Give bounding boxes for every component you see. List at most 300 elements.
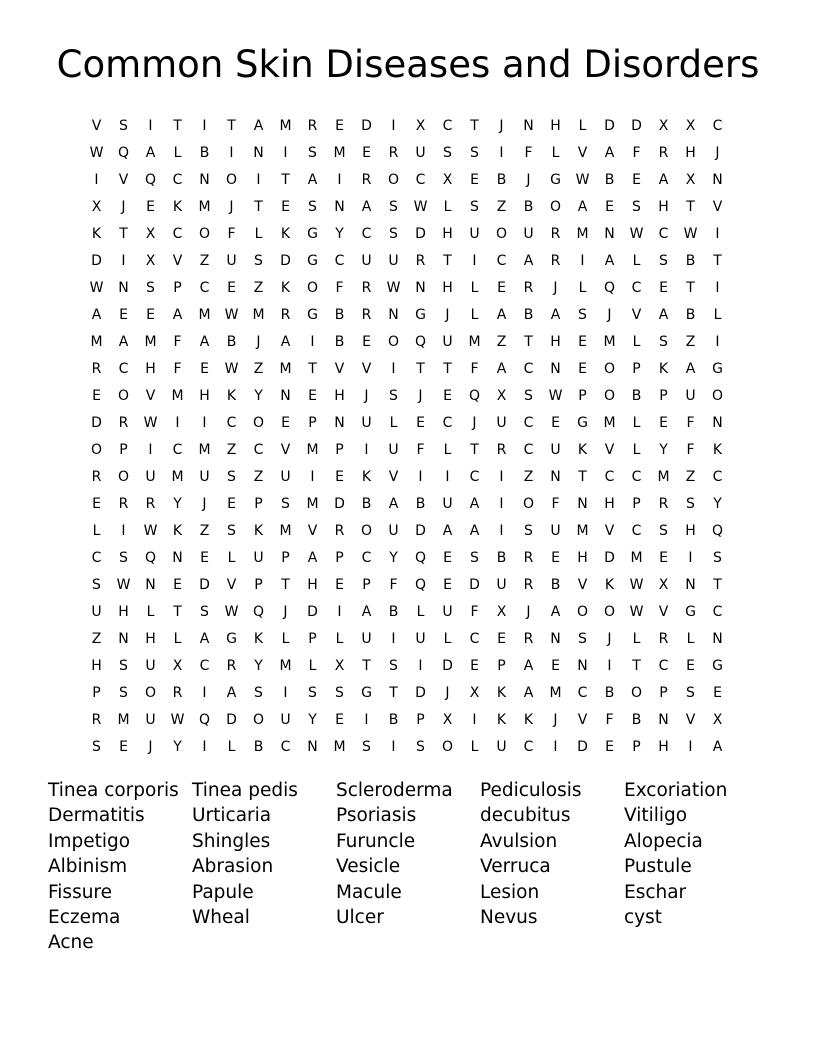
grid-letter[interactable]: N <box>172 550 183 566</box>
grid-letter[interactable]: R <box>361 280 372 296</box>
grid-letter[interactable]: W <box>116 577 131 593</box>
grid-letter[interactable]: X <box>91 199 102 215</box>
grid-letter[interactable]: L <box>281 631 290 647</box>
grid-letter[interactable]: H <box>145 631 156 647</box>
grid-letter[interactable]: H <box>307 577 318 593</box>
grid-letter[interactable]: T <box>578 469 587 485</box>
grid-letter[interactable]: D <box>415 523 426 539</box>
grid-letter[interactable]: V <box>118 172 129 188</box>
grid-letter[interactable]: S <box>254 685 263 701</box>
grid-letter[interactable]: X <box>496 388 507 404</box>
grid-letter[interactable]: O <box>306 280 319 296</box>
grid-letter[interactable]: M <box>549 685 562 701</box>
grid-letter[interactable]: X <box>172 658 183 674</box>
grid-letter[interactable]: B <box>361 496 372 512</box>
grid-letter[interactable]: T <box>389 685 398 701</box>
grid-letter[interactable]: A <box>496 307 507 323</box>
grid-letter[interactable]: B <box>388 604 399 620</box>
grid-letter[interactable]: C <box>469 469 480 485</box>
grid-letter[interactable]: Q <box>198 712 211 728</box>
grid-letter[interactable]: C <box>469 631 480 647</box>
grid-letter[interactable]: C <box>604 469 615 485</box>
grid-letter[interactable]: T <box>443 361 452 377</box>
grid-letter[interactable]: O <box>603 361 616 377</box>
grid-letter[interactable]: P <box>308 631 317 647</box>
grid-letter[interactable]: M <box>252 307 265 323</box>
grid-letter[interactable]: K <box>604 577 615 593</box>
grid-letter[interactable]: G <box>307 226 318 242</box>
grid-letter[interactable]: O <box>198 226 211 242</box>
grid-letter[interactable]: O <box>117 388 130 404</box>
grid-letter[interactable]: W <box>629 577 644 593</box>
grid-letter[interactable]: M <box>306 496 319 512</box>
grid-letter[interactable]: J <box>472 415 477 431</box>
grid-letter[interactable]: I <box>580 253 585 269</box>
grid-letter[interactable]: C <box>172 226 183 242</box>
grid-letter[interactable]: B <box>334 334 345 350</box>
grid-letter[interactable]: A <box>361 199 372 215</box>
grid-letter[interactable]: G <box>577 415 588 431</box>
grid-letter[interactable]: C <box>334 253 345 269</box>
grid-letter[interactable]: D <box>334 496 345 512</box>
grid-letter[interactable]: F <box>551 496 560 512</box>
grid-letter[interactable]: C <box>172 172 183 188</box>
grid-letter[interactable]: R <box>118 496 129 512</box>
grid-letter[interactable]: E <box>551 550 560 566</box>
grid-letter[interactable]: F <box>605 712 614 728</box>
grid-letter[interactable]: U <box>361 253 372 269</box>
grid-letter[interactable]: E <box>605 739 614 755</box>
grid-letter[interactable]: C <box>712 604 723 620</box>
grid-letter[interactable]: U <box>442 604 453 620</box>
grid-letter[interactable]: S <box>659 523 668 539</box>
grid-letter[interactable]: A <box>469 523 480 539</box>
grid-letter[interactable]: Q <box>711 523 724 539</box>
grid-letter[interactable]: Q <box>144 550 157 566</box>
grid-letter[interactable]: C <box>712 118 723 134</box>
grid-letter[interactable]: K <box>496 712 507 728</box>
grid-letter[interactable]: U <box>145 658 156 674</box>
grid-letter[interactable]: P <box>173 280 182 296</box>
grid-letter[interactable]: A <box>523 658 534 674</box>
grid-letter[interactable]: L <box>173 145 182 161</box>
grid-letter[interactable]: I <box>715 280 720 296</box>
grid-letter[interactable]: T <box>281 172 290 188</box>
grid-letter[interactable]: T <box>524 334 533 350</box>
grid-letter[interactable]: S <box>443 145 452 161</box>
grid-letter[interactable]: E <box>362 334 371 350</box>
grid-letter[interactable]: J <box>418 388 423 404</box>
grid-letter[interactable]: U <box>388 523 399 539</box>
grid-letter[interactable]: M <box>603 415 616 431</box>
grid-letter[interactable]: C <box>172 442 183 458</box>
grid-letter[interactable]: X <box>658 577 669 593</box>
grid-letter[interactable]: L <box>92 523 101 539</box>
grid-letter[interactable]: N <box>604 226 615 242</box>
grid-letter[interactable]: H <box>550 334 561 350</box>
grid-letter[interactable]: L <box>335 631 344 647</box>
grid-letter[interactable]: N <box>550 361 561 377</box>
grid-letter[interactable]: N <box>685 577 696 593</box>
grid-letter[interactable]: L <box>470 739 479 755</box>
grid-letter[interactable]: Q <box>414 550 427 566</box>
grid-letter[interactable]: I <box>283 145 288 161</box>
grid-letter[interactable]: Z <box>199 523 210 539</box>
grid-letter[interactable]: J <box>607 307 612 323</box>
grid-letter[interactable]: N <box>577 658 588 674</box>
grid-letter[interactable]: J <box>202 496 207 512</box>
grid-letter[interactable]: S <box>92 739 101 755</box>
grid-letter[interactable]: U <box>361 631 372 647</box>
grid-letter[interactable]: A <box>307 172 318 188</box>
grid-letter[interactable]: I <box>499 469 504 485</box>
grid-letter[interactable]: E <box>335 577 344 593</box>
grid-letter[interactable]: S <box>200 604 209 620</box>
grid-letter[interactable]: I <box>499 145 504 161</box>
grid-letter[interactable]: Q <box>468 388 481 404</box>
grid-letter[interactable]: I <box>607 658 612 674</box>
grid-letter[interactable]: I <box>391 631 396 647</box>
grid-letter[interactable]: H <box>577 550 588 566</box>
grid-letter[interactable]: C <box>361 550 372 566</box>
grid-letter[interactable]: W <box>413 199 428 215</box>
grid-letter[interactable]: E <box>578 334 587 350</box>
grid-letter[interactable]: C <box>631 280 642 296</box>
grid-letter[interactable]: O <box>252 712 265 728</box>
grid-letter[interactable]: X <box>685 118 696 134</box>
grid-letter[interactable]: R <box>280 307 291 323</box>
grid-letter[interactable]: E <box>551 658 560 674</box>
grid-letter[interactable]: R <box>91 469 102 485</box>
grid-letter[interactable]: U <box>496 415 507 431</box>
grid-letter[interactable]: C <box>91 550 102 566</box>
grid-letter[interactable]: E <box>200 361 209 377</box>
grid-letter[interactable]: M <box>279 523 292 539</box>
grid-letter[interactable]: E <box>470 658 479 674</box>
grid-letter[interactable]: B <box>523 307 534 323</box>
grid-letter[interactable]: K <box>253 523 264 539</box>
grid-letter[interactable]: J <box>526 604 531 620</box>
grid-letter[interactable]: W <box>224 307 239 323</box>
grid-letter[interactable]: P <box>632 496 641 512</box>
grid-letter[interactable]: S <box>92 577 101 593</box>
grid-letter[interactable]: T <box>308 361 317 377</box>
grid-letter[interactable]: I <box>175 415 180 431</box>
grid-letter[interactable]: N <box>415 280 426 296</box>
grid-letter[interactable]: O <box>495 226 508 242</box>
grid-letter[interactable]: H <box>658 199 669 215</box>
grid-letter[interactable]: A <box>118 334 129 350</box>
grid-letter[interactable]: N <box>307 739 318 755</box>
grid-letter[interactable]: C <box>280 739 291 755</box>
grid-letter[interactable]: Y <box>308 712 317 728</box>
grid-letter[interactable]: S <box>281 496 290 512</box>
grid-letter[interactable]: E <box>281 199 290 215</box>
grid-letter[interactable]: S <box>308 685 317 701</box>
grid-letter[interactable]: O <box>225 172 238 188</box>
grid-letter[interactable]: S <box>524 523 533 539</box>
grid-letter[interactable]: N <box>712 415 723 431</box>
grid-letter[interactable]: L <box>227 739 236 755</box>
grid-letter[interactable]: F <box>335 280 344 296</box>
grid-letter[interactable]: V <box>91 118 102 134</box>
grid-letter[interactable]: A <box>604 145 615 161</box>
grid-letter[interactable]: C <box>523 442 534 458</box>
grid-letter[interactable]: A <box>685 361 696 377</box>
grid-letter[interactable]: E <box>632 172 641 188</box>
grid-letter[interactable]: X <box>469 685 480 701</box>
grid-letter[interactable]: B <box>604 172 615 188</box>
grid-letter[interactable]: Z <box>685 469 696 485</box>
grid-letter[interactable]: V <box>226 577 237 593</box>
grid-letter[interactable]: Z <box>496 199 507 215</box>
grid-letter[interactable]: S <box>227 523 236 539</box>
grid-letter[interactable]: J <box>715 145 720 161</box>
grid-letter[interactable]: X <box>415 118 426 134</box>
grid-letter[interactable]: T <box>632 658 641 674</box>
grid-letter[interactable]: S <box>389 226 398 242</box>
grid-letter[interactable]: E <box>119 739 128 755</box>
grid-letter[interactable]: H <box>334 388 345 404</box>
grid-letter[interactable]: M <box>171 469 184 485</box>
grid-letter[interactable]: V <box>145 388 156 404</box>
grid-letter[interactable]: E <box>605 199 614 215</box>
grid-letter[interactable]: B <box>685 307 696 323</box>
grid-letter[interactable]: V <box>577 145 588 161</box>
grid-letter[interactable]: L <box>632 442 641 458</box>
grid-letter[interactable]: J <box>148 739 153 755</box>
grid-letter[interactable]: H <box>442 226 453 242</box>
grid-letter[interactable]: E <box>443 550 452 566</box>
grid-letter[interactable]: B <box>631 712 642 728</box>
grid-letter[interactable]: C <box>442 415 453 431</box>
grid-letter[interactable]: N <box>658 712 669 728</box>
grid-letter[interactable]: J <box>364 388 369 404</box>
grid-letter[interactable]: A <box>550 604 561 620</box>
grid-letter[interactable]: R <box>361 307 372 323</box>
grid-letter[interactable]: R <box>91 361 102 377</box>
grid-letter[interactable]: C <box>253 442 264 458</box>
grid-letter[interactable]: D <box>91 253 102 269</box>
grid-letter[interactable]: Y <box>713 496 722 512</box>
grid-letter[interactable]: O <box>387 334 400 350</box>
grid-letter[interactable]: C <box>118 361 129 377</box>
grid-letter[interactable]: Q <box>414 577 427 593</box>
grid-letter[interactable]: P <box>254 577 263 593</box>
grid-letter[interactable]: I <box>472 712 477 728</box>
grid-letter[interactable]: C <box>523 739 534 755</box>
grid-letter[interactable]: E <box>416 415 425 431</box>
grid-letter[interactable]: J <box>445 307 450 323</box>
grid-letter[interactable]: S <box>416 739 425 755</box>
grid-letter[interactable]: S <box>470 145 479 161</box>
grid-letter[interactable]: V <box>658 604 669 620</box>
grid-letter[interactable]: S <box>578 631 587 647</box>
grid-letter[interactable]: H <box>91 658 102 674</box>
grid-letter[interactable]: W <box>224 361 239 377</box>
grid-letter[interactable]: S <box>362 739 371 755</box>
grid-letter[interactable]: E <box>335 712 344 728</box>
grid-letter[interactable]: E <box>659 550 668 566</box>
grid-letter[interactable]: L <box>551 145 560 161</box>
grid-letter[interactable]: L <box>578 280 587 296</box>
grid-letter[interactable]: U <box>523 226 534 242</box>
grid-letter[interactable]: X <box>442 712 453 728</box>
grid-letter[interactable]: L <box>632 334 641 350</box>
grid-letter[interactable]: G <box>685 604 696 620</box>
grid-letter[interactable]: W <box>89 145 104 161</box>
grid-letter[interactable]: O <box>90 442 103 458</box>
grid-letter[interactable]: V <box>307 523 318 539</box>
grid-letter[interactable]: S <box>524 388 533 404</box>
grid-letter[interactable]: M <box>333 145 346 161</box>
grid-letter[interactable]: S <box>227 469 236 485</box>
grid-letter[interactable]: S <box>119 658 128 674</box>
grid-letter[interactable]: B <box>550 577 561 593</box>
grid-letter[interactable]: J <box>229 199 234 215</box>
grid-letter[interactable]: R <box>145 496 156 512</box>
grid-letter[interactable]: L <box>713 307 722 323</box>
grid-letter[interactable]: K <box>523 712 534 728</box>
grid-letter[interactable]: F <box>686 415 695 431</box>
grid-letter[interactable]: T <box>173 604 182 620</box>
grid-letter[interactable]: P <box>632 739 641 755</box>
grid-letter[interactable]: A <box>145 145 156 161</box>
grid-letter[interactable]: I <box>337 172 342 188</box>
grid-letter[interactable]: D <box>442 658 453 674</box>
grid-letter[interactable]: J <box>256 334 261 350</box>
grid-letter[interactable]: D <box>226 712 237 728</box>
grid-letter[interactable]: U <box>361 415 372 431</box>
grid-letter[interactable]: D <box>631 118 642 134</box>
grid-letter[interactable]: A <box>226 685 237 701</box>
grid-letter[interactable]: R <box>334 523 345 539</box>
grid-letter[interactable]: D <box>415 685 426 701</box>
grid-letter[interactable]: L <box>443 631 452 647</box>
grid-letter[interactable]: Z <box>199 253 210 269</box>
grid-letter[interactable]: E <box>686 658 695 674</box>
grid-letter[interactable]: R <box>658 145 669 161</box>
grid-letter[interactable]: U <box>280 469 291 485</box>
grid-letter[interactable]: S <box>119 550 128 566</box>
grid-letter[interactable]: M <box>279 658 292 674</box>
grid-letter[interactable]: D <box>604 550 615 566</box>
grid-letter[interactable]: O <box>576 604 589 620</box>
grid-letter[interactable]: K <box>280 226 291 242</box>
grid-letter[interactable]: K <box>172 523 183 539</box>
grid-letter[interactable]: I <box>715 226 720 242</box>
grid-letter[interactable]: A <box>388 496 399 512</box>
grid-letter[interactable]: E <box>92 496 101 512</box>
grid-letter[interactable]: I <box>202 739 207 755</box>
grid-letter[interactable]: O <box>630 685 643 701</box>
grid-letter[interactable]: G <box>361 685 372 701</box>
grid-letter[interactable]: Z <box>91 631 102 647</box>
grid-letter[interactable]: P <box>119 442 128 458</box>
grid-letter[interactable]: M <box>144 334 157 350</box>
grid-letter[interactable]: M <box>198 307 211 323</box>
grid-letter[interactable]: C <box>712 469 723 485</box>
grid-letter[interactable]: F <box>173 334 182 350</box>
grid-letter[interactable]: Q <box>117 145 130 161</box>
grid-letter[interactable]: E <box>281 415 290 431</box>
grid-letter[interactable]: T <box>173 118 182 134</box>
grid-letter[interactable]: W <box>386 280 401 296</box>
grid-letter[interactable]: M <box>468 334 481 350</box>
grid-letter[interactable]: O <box>603 388 616 404</box>
grid-letter[interactable]: G <box>712 361 723 377</box>
grid-letter[interactable]: S <box>659 253 668 269</box>
grid-letter[interactable]: I <box>256 172 261 188</box>
grid-letter[interactable]: O <box>360 523 373 539</box>
grid-letter[interactable]: S <box>686 496 695 512</box>
grid-letter[interactable]: P <box>659 685 668 701</box>
grid-letter[interactable]: O <box>117 469 130 485</box>
grid-letter[interactable]: Q <box>252 604 265 620</box>
grid-letter[interactable]: J <box>499 118 504 134</box>
grid-letter[interactable]: J <box>526 172 531 188</box>
grid-letter[interactable]: R <box>415 253 426 269</box>
grid-letter[interactable]: M <box>171 388 184 404</box>
grid-letter[interactable]: R <box>523 577 534 593</box>
grid-letter[interactable]: K <box>496 685 507 701</box>
grid-letter[interactable]: I <box>688 739 693 755</box>
grid-letter[interactable]: J <box>553 280 558 296</box>
grid-letter[interactable]: E <box>146 307 155 323</box>
grid-letter[interactable]: D <box>577 739 588 755</box>
grid-letter[interactable]: K <box>253 631 264 647</box>
grid-letter[interactable]: L <box>578 118 587 134</box>
grid-letter[interactable]: S <box>119 118 128 134</box>
grid-letter[interactable]: O <box>522 496 535 512</box>
grid-letter[interactable]: U <box>496 577 507 593</box>
grid-letter[interactable]: B <box>496 550 507 566</box>
grid-letter[interactable]: N <box>145 577 156 593</box>
grid-letter[interactable]: U <box>442 496 453 512</box>
grid-letter[interactable]: C <box>577 685 588 701</box>
grid-letter[interactable]: Z <box>685 334 696 350</box>
grid-letter[interactable]: S <box>389 199 398 215</box>
grid-letter[interactable]: E <box>443 388 452 404</box>
grid-letter[interactable]: S <box>335 685 344 701</box>
grid-letter[interactable]: T <box>713 577 722 593</box>
grid-letter[interactable]: P <box>632 361 641 377</box>
grid-letter[interactable]: G <box>550 172 561 188</box>
grid-letter[interactable]: D <box>469 577 480 593</box>
grid-letter[interactable]: N <box>550 469 561 485</box>
grid-letter[interactable]: F <box>389 577 398 593</box>
grid-letter[interactable]: A <box>577 199 588 215</box>
grid-letter[interactable]: Q <box>414 334 427 350</box>
grid-letter[interactable]: J <box>607 631 612 647</box>
grid-letter[interactable]: I <box>148 118 153 134</box>
grid-letter[interactable]: C <box>523 415 534 431</box>
grid-letter[interactable]: L <box>443 442 452 458</box>
grid-letter[interactable]: I <box>445 469 450 485</box>
grid-letter[interactable]: D <box>415 226 426 242</box>
grid-letter[interactable]: B <box>199 145 210 161</box>
grid-letter[interactable]: J <box>121 199 126 215</box>
grid-letter[interactable]: R <box>91 712 102 728</box>
grid-letter[interactable]: U <box>280 712 291 728</box>
grid-letter[interactable]: O <box>144 685 157 701</box>
grid-letter[interactable]: V <box>604 523 615 539</box>
grid-letter[interactable]: W <box>629 604 644 620</box>
grid-letter[interactable]: C <box>415 172 426 188</box>
grid-letter[interactable]: P <box>335 550 344 566</box>
grid-letter[interactable]: Z <box>523 469 534 485</box>
grid-letter[interactable]: R <box>523 631 534 647</box>
